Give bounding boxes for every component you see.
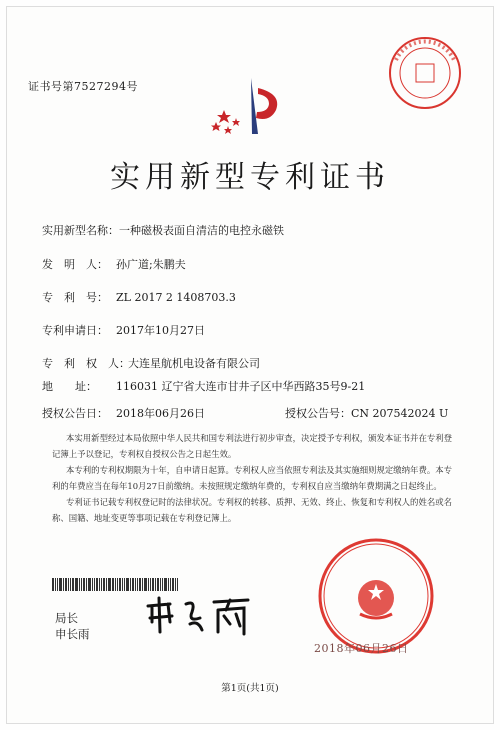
barcode (52, 578, 179, 591)
field-utility-model-name (42, 222, 284, 238)
seal-date: 2018年06月26日 (314, 642, 409, 655)
field-patentee (42, 355, 260, 371)
field-label: 专利申请日： (42, 324, 108, 337)
field-label: 实用新型名称： (42, 224, 119, 237)
field-value: 孙广道;朱鹏夫 (116, 258, 186, 271)
field-label: 授权公告号： (285, 407, 351, 420)
body-paragraph: 专利证书记载专利权登记时的法律状况。专利权的转移、质押、无效、终止、恢复和专利权人的姓名或名称、国籍、地址变更等事项记载在专利登记簿上。 (52, 497, 452, 523)
field-application-date (42, 322, 205, 338)
field-label: 专 利 号： (42, 291, 108, 304)
body-paragraph: 本专利的专利权期限为十年，自申请日起算。专利权人应当依照专利法及其实施细则规定缴纳年费。本专利的年费应当在每年10月27日前缴纳。未按照规定缴纳年费的，专利权自应当缴纳年费期满之日起终止。 (52, 465, 452, 491)
field-value: CN 207542024 U (351, 407, 449, 420)
certificate-body (52, 430, 452, 526)
field-inventor (42, 256, 186, 272)
field-value: 大连星航机电设备有限公司 (128, 357, 260, 370)
field-value: 2018年06月26日 (116, 407, 205, 420)
certificate-number: 证书号第7527294号 (28, 80, 138, 93)
body-paragraph: 本实用新型经过本局依照中华人民共和国专利法进行初步审查，决定授予专利权，颁发本证书并在专利登记簿上予以登记，专利权自授权公告之日起生效。 (52, 433, 452, 459)
field-value: 116031 辽宁省大连市甘井子区中华西路35号9-21 (116, 380, 366, 393)
field-label: 授权公告日： (42, 407, 108, 420)
document-title: 实用新型专利证书 (110, 160, 390, 195)
page-footer: 第1页(共1页) (221, 683, 279, 694)
field-publication-number (285, 405, 448, 421)
field-label: 专 利 权 人： (42, 357, 130, 370)
certification-stamp (386, 34, 464, 116)
field-value: 一种磁极表面自清洁的电控永磁铁 (119, 224, 284, 237)
field-patent-number (42, 289, 236, 305)
director-signature (140, 592, 260, 644)
field-address (42, 378, 365, 394)
field-label: 地 址： (42, 380, 97, 393)
field-value: ZL 2017 2 1408703.3 (116, 291, 236, 304)
field-value: 2017年10月27日 (116, 324, 205, 337)
director-title: 局长 (55, 611, 78, 625)
director-name: 申长雨 (55, 627, 90, 641)
field-grant-date (42, 405, 205, 421)
patent-office-logo (206, 72, 296, 144)
field-label: 发 明 人： (42, 258, 108, 271)
